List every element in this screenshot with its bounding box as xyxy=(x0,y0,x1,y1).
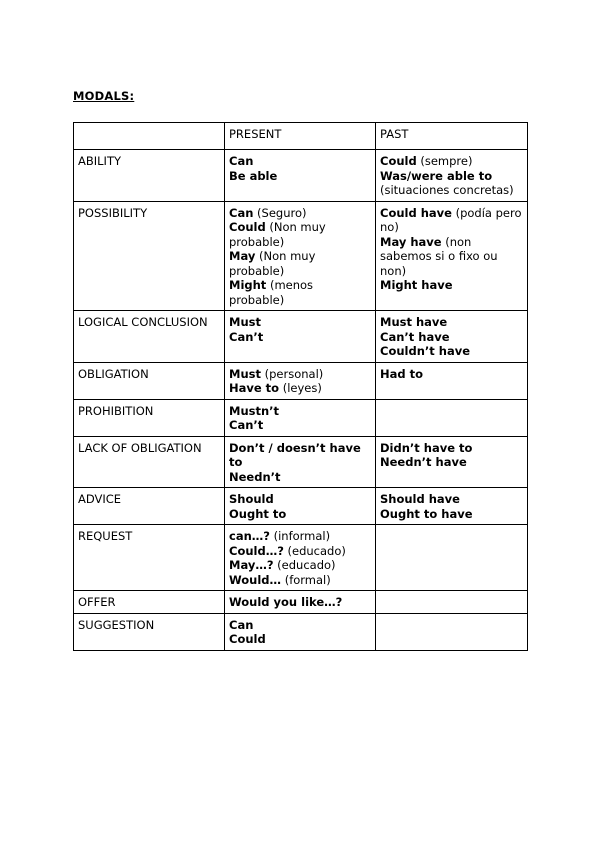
modal-verb: Needn’t xyxy=(229,469,281,484)
modals-table xyxy=(73,122,528,651)
present-line xyxy=(229,315,371,330)
table-row xyxy=(74,436,528,488)
row-label-cell: REQUEST xyxy=(74,525,225,591)
row-label-cell: OFFER xyxy=(74,591,225,614)
table-row xyxy=(74,399,528,436)
modal-note: (menos probable) xyxy=(229,278,314,307)
header-cell-label xyxy=(74,123,225,150)
present-line xyxy=(229,529,371,544)
past-line xyxy=(380,183,523,198)
modal-verb: Would you like…? xyxy=(229,595,343,609)
modal-verb: Was/were able to xyxy=(380,168,493,183)
modal-note: (sempre) xyxy=(416,154,473,168)
modal-verb: Couldn’t have xyxy=(380,344,471,358)
modal-verb: Should have xyxy=(380,492,460,506)
modal-note: (formal) xyxy=(281,572,331,587)
page-title: MODALS: xyxy=(73,89,135,103)
header-cell-past: PAST xyxy=(376,123,528,150)
row-label-cell: ADVICE xyxy=(74,488,225,525)
present-line xyxy=(229,595,371,610)
present-line xyxy=(229,381,371,396)
table-row xyxy=(74,201,528,311)
modal-verb: Should xyxy=(229,492,274,506)
modal-note: (non sabemos si o fixo ou non) xyxy=(380,234,498,278)
modal-verb: Can’t xyxy=(229,418,264,432)
past-line xyxy=(380,206,523,235)
modal-verb: Might have xyxy=(380,278,453,292)
row-label-cell: POSSIBILITY xyxy=(74,201,225,311)
modal-verb: Had to xyxy=(380,366,424,381)
modal-verb: May xyxy=(229,249,256,263)
past-line xyxy=(380,455,523,470)
present-line xyxy=(229,367,371,382)
present-cell xyxy=(225,201,376,311)
modal-note: (personal) xyxy=(260,366,324,381)
past-cell xyxy=(376,488,528,525)
modal-verb: Could xyxy=(229,632,266,646)
present-line xyxy=(229,169,371,184)
row-label-cell: LOGICAL CONCLUSION xyxy=(74,311,225,363)
past-cell xyxy=(376,150,528,202)
present-cell xyxy=(225,311,376,363)
modal-verb: May have xyxy=(380,234,442,249)
past-line xyxy=(380,492,523,507)
table-row xyxy=(74,613,528,650)
present-line xyxy=(229,632,371,647)
present-line xyxy=(229,220,371,249)
table-row xyxy=(74,311,528,363)
modal-verb: Didn’t have to xyxy=(380,440,473,455)
modal-verb: Must have xyxy=(380,315,448,329)
modal-verb: Could xyxy=(229,220,266,234)
present-line xyxy=(229,330,371,345)
modal-verb: Can’t xyxy=(229,329,264,344)
modal-verb: Ought to xyxy=(229,506,287,521)
past-line xyxy=(380,235,523,279)
past-line xyxy=(380,441,523,456)
modal-verb: Could have xyxy=(380,205,452,220)
past-line xyxy=(380,330,523,345)
present-cell xyxy=(225,488,376,525)
modal-verb: Would… xyxy=(229,572,282,587)
modal-verb: Be able xyxy=(229,168,278,183)
modal-verb: Needn’t have xyxy=(380,455,467,469)
present-line xyxy=(229,618,371,633)
past-cell xyxy=(376,525,528,591)
past-line xyxy=(380,154,523,169)
past-cell xyxy=(376,399,528,436)
past-line xyxy=(380,315,523,330)
present-cell xyxy=(225,399,376,436)
modal-verb: Have to xyxy=(229,381,280,395)
modal-verb: Might xyxy=(229,278,267,292)
modal-verb: Mustn’t xyxy=(229,403,280,418)
present-line xyxy=(229,573,371,588)
modal-note: (leyes) xyxy=(279,381,322,395)
modal-note: (podía pero no) xyxy=(380,205,522,234)
present-line xyxy=(229,154,371,169)
modal-verb: Must xyxy=(229,315,261,329)
table-row xyxy=(74,591,528,614)
present-line xyxy=(229,278,371,307)
modal-note: (educado) xyxy=(273,558,336,572)
present-line xyxy=(229,558,371,573)
past-cell xyxy=(376,436,528,488)
modal-verb: can…? xyxy=(229,529,270,543)
present-line xyxy=(229,441,371,470)
modal-note: (educado) xyxy=(283,543,346,558)
modal-verb: Don’t / doesn’t have to xyxy=(229,440,361,469)
modal-verb: Can xyxy=(229,154,254,168)
table-row xyxy=(74,362,528,399)
present-line xyxy=(229,544,371,559)
present-line xyxy=(229,206,371,221)
past-cell xyxy=(376,613,528,650)
past-line xyxy=(380,278,523,293)
present-line xyxy=(229,418,371,433)
modal-verb: Can xyxy=(229,617,254,632)
modal-verb: Could xyxy=(380,154,417,168)
header-cell-present: PRESENT xyxy=(225,123,376,150)
modal-verb: Can xyxy=(229,205,254,220)
table-row xyxy=(74,488,528,525)
modal-verb: Must xyxy=(229,366,261,381)
present-line xyxy=(229,492,371,507)
present-cell xyxy=(225,525,376,591)
modal-verb: Could…? xyxy=(229,543,284,558)
past-line xyxy=(380,507,523,522)
past-cell xyxy=(376,591,528,614)
modals-table-body xyxy=(74,123,528,651)
past-line xyxy=(380,367,523,382)
table-row xyxy=(74,150,528,202)
modal-note: (Seguro) xyxy=(253,205,307,220)
header-row xyxy=(74,123,528,150)
present-cell xyxy=(225,150,376,202)
modal-note: (Non muy probable) xyxy=(229,249,316,278)
modal-verb: May…? xyxy=(229,558,274,572)
present-line xyxy=(229,507,371,522)
present-line xyxy=(229,470,371,485)
modal-note: (situaciones concretas) xyxy=(380,183,514,197)
present-line xyxy=(229,404,371,419)
past-cell xyxy=(376,311,528,363)
modal-note: (informal) xyxy=(269,529,331,543)
row-label-cell: OBLIGATION xyxy=(74,362,225,399)
row-label-cell: SUGGESTION xyxy=(74,613,225,650)
past-cell xyxy=(376,201,528,311)
past-cell xyxy=(376,362,528,399)
present-cell xyxy=(225,362,376,399)
present-cell xyxy=(225,613,376,650)
modal-verb: Ought to have xyxy=(380,506,473,521)
table-row xyxy=(74,525,528,591)
present-cell xyxy=(225,591,376,614)
modal-verb: Can’t have xyxy=(380,329,450,344)
present-cell xyxy=(225,436,376,488)
row-label-cell: ABILITY xyxy=(74,150,225,202)
modal-note: (Non muy probable) xyxy=(229,220,326,249)
past-line xyxy=(380,344,523,359)
present-line xyxy=(229,249,371,278)
row-label-cell: PROHIBITION xyxy=(74,399,225,436)
row-label-cell: LACK OF OBLIGATION xyxy=(74,436,225,488)
past-line xyxy=(380,169,523,184)
